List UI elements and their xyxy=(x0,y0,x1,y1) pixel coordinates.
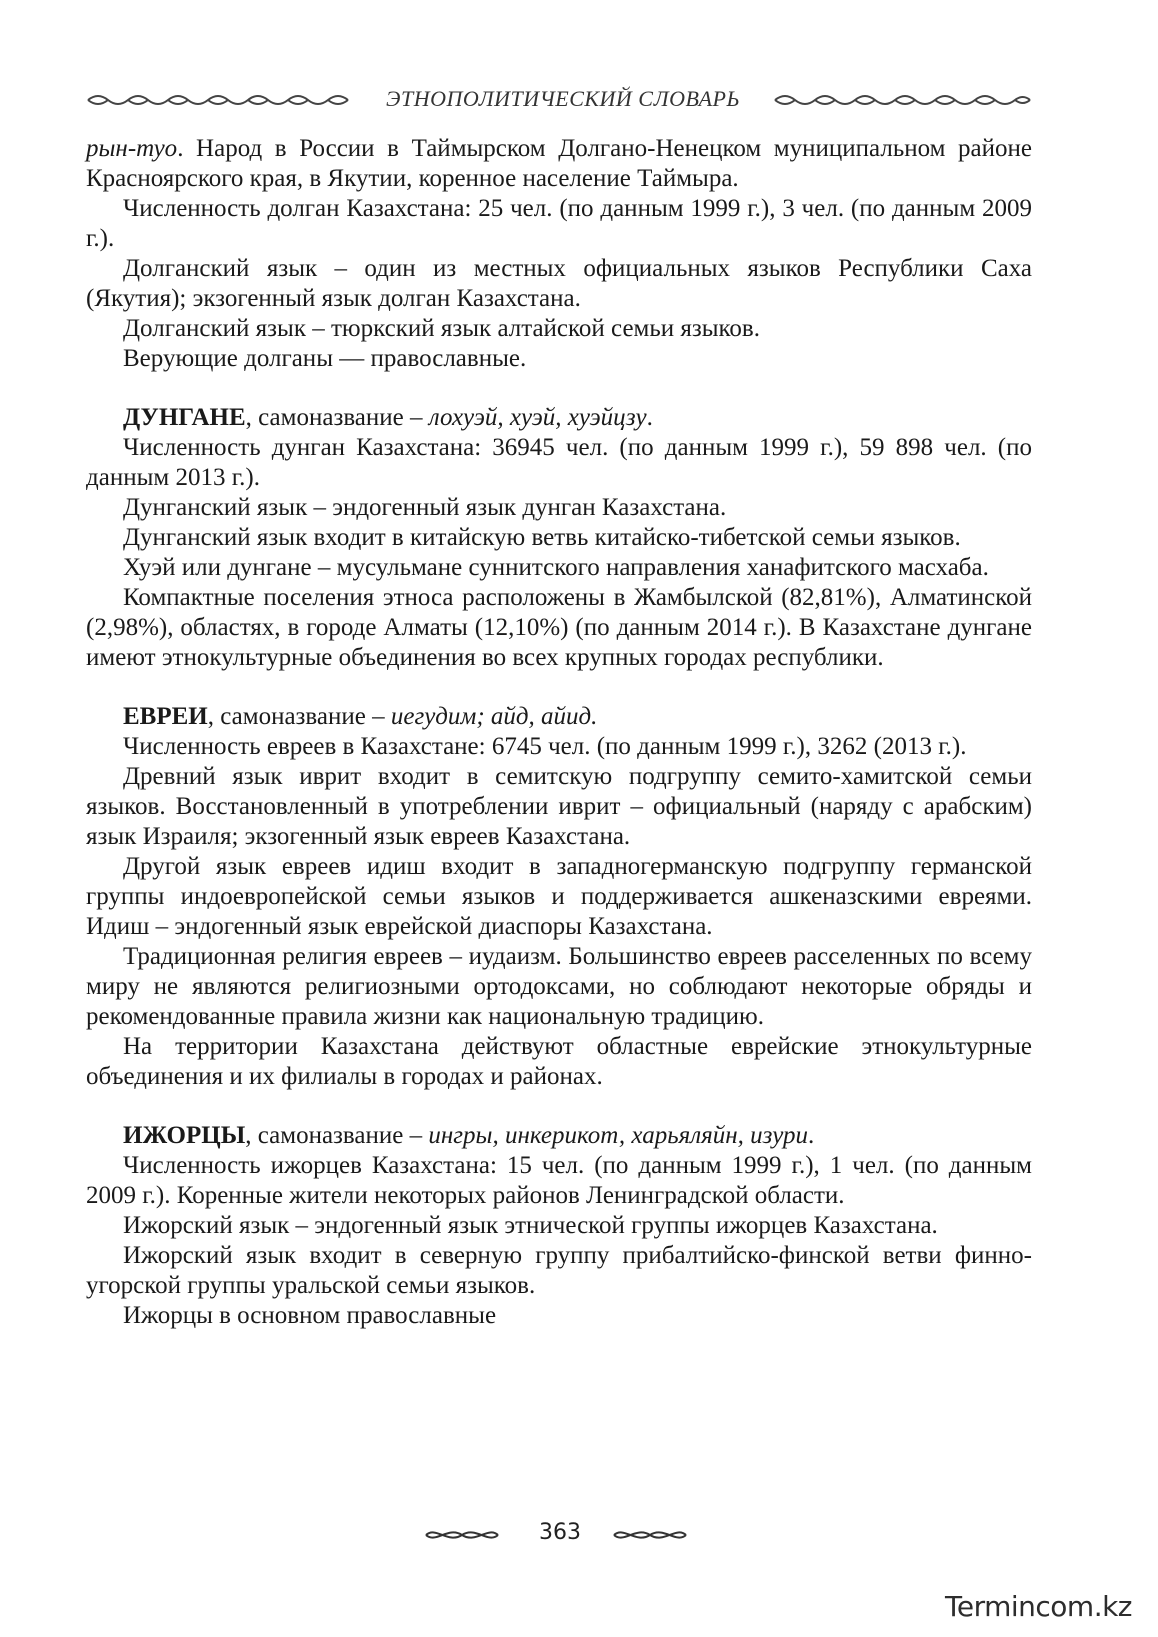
site-watermark[interactable]: Termincom.kz xyxy=(945,1590,1133,1623)
body-paragraph xyxy=(86,523,1032,553)
italic-text: ингры, инкерикот, харьяляйн, изури xyxy=(428,1122,808,1149)
italic-text: лохуэй, хуэй, хуэйцзу xyxy=(428,404,647,431)
running-header xyxy=(86,86,1032,116)
body-paragraph xyxy=(86,403,1032,433)
body-paragraph xyxy=(86,134,1032,194)
text-run: Долганский язык – тюркский язык алтайской семьи языков. xyxy=(123,315,760,342)
body-paragraph xyxy=(86,1241,1032,1301)
dictionary-body xyxy=(86,134,1032,1331)
body-paragraph xyxy=(86,194,1032,254)
text-run: Древний язык иврит входит в семитскую подгруппу семито-хамитской семьи языков. Восстановленный в употреблении иврит – официальный (наряду с арабским) язык Израиля; экзогенный язык евреев Казахстана. xyxy=(86,763,1032,850)
text-run: Численность дунган Казахстана: 36945 чел. (по данным 1999 г.), 59 898 чел. (по данным 2013 г.). xyxy=(86,434,1032,491)
footer-ornament-right-icon xyxy=(610,1524,690,1546)
italic-text: рын-туо xyxy=(86,135,178,162)
body-paragraph xyxy=(86,433,1032,493)
text-run: Ижорский язык – эндогенный язык этнической группы ижорцев Казахстана. xyxy=(123,1212,938,1239)
text-run: Традиционная религия евреев – иудаизм. Большинство евреев расселенных по всему миру не являются религиозными ортодоксами, но соблюдают некоторые обряды и рекомендованные правила жизни как национальную традицию. xyxy=(86,943,1032,1030)
text-run: Дунганский язык – эндогенный язык дунган Казахстана. xyxy=(123,494,727,521)
entry-term: ИЖОРЦЫ xyxy=(123,1122,246,1149)
text-run: Долганский язык – один из местных официальных языков Республики Саха (Якутия); экзогенный язык долган Казахстана. xyxy=(86,255,1032,312)
text-run: Дунганский язык входит в китайскую ветвь китайско-тибетской семьи языков. xyxy=(123,524,961,551)
body-paragraph xyxy=(86,583,1032,673)
text-run: На территории Казахстана действуют областные еврейские этнокультурные объединения и их филиалы в городах и районах. xyxy=(86,1033,1032,1090)
text-run: Верующие долганы — православные. xyxy=(123,345,527,372)
text-run: , самоназвание – xyxy=(245,1122,429,1149)
text-run: Компактные поселения этноса расположены в Жамбылской (82,81%), Алматинской (2,98%), областях, в городе Алматы (12,10%) (по данным 2014 г.). В Казахстане дунгане имеют этнокультурные объединения во всех крупных городах республики. xyxy=(86,584,1032,671)
italic-text: иегудим; айд, айид. xyxy=(390,703,598,730)
entry-term: ДУНГАНЕ xyxy=(123,404,246,431)
body-paragraph xyxy=(86,1032,1032,1092)
text-run: . Народ в России в Таймырском Долгано-Ненецком муниципальном районе Красноярского края, в Якутии, коренное население Таймыра. xyxy=(86,135,1032,192)
entry-gap xyxy=(86,1092,1032,1121)
text-run: , самоназвание – xyxy=(245,404,429,431)
text-run: Численность долган Казахстана: 25 чел. (по данным 1999 г.), 3 чел. (по данным 2009 г.). xyxy=(86,195,1032,252)
text-run: Численность евреев в Казахстане: 6745 чел. (по данным 1999 г.), 3262 (2013 г.). xyxy=(123,733,967,760)
ornament-right-icon xyxy=(773,92,1032,108)
body-paragraph xyxy=(86,254,1032,314)
entry-gap xyxy=(86,673,1032,702)
body-paragraph xyxy=(86,852,1032,942)
body-paragraph xyxy=(86,1151,1032,1211)
body-paragraph xyxy=(86,493,1032,523)
text-run: Другой язык евреев идиш входит в западногерманскую подгруппу германской группы индоевропейской семьи языков и поддерживается ашкеназскими евреями. Идиш – эндогенный язык еврейской диаспоры Казахстана. xyxy=(86,853,1032,940)
text-run: Ижорцы в основном православные xyxy=(123,1302,497,1329)
entry-term: ЕВРЕИ xyxy=(123,703,208,730)
body-paragraph xyxy=(86,1121,1032,1151)
footer-ornament-left-icon xyxy=(422,1524,502,1546)
body-paragraph xyxy=(86,942,1032,1032)
body-paragraph xyxy=(86,314,1032,344)
text-run: , самоназвание – xyxy=(207,703,391,730)
text-run: Хуэй или дунгане – мусульмане суннитского направления ханафитского масхаба. xyxy=(123,554,989,581)
entry-gap xyxy=(86,374,1032,403)
body-paragraph xyxy=(86,702,1032,732)
text-run: . xyxy=(807,1122,815,1149)
body-paragraph xyxy=(86,1301,1032,1331)
body-paragraph xyxy=(86,553,1032,583)
page-footer xyxy=(0,1518,1158,1552)
text-run: Ижорский язык входит в северную группу прибалтийско-финской ветви финно-угорской группы уральской семьи языков. xyxy=(86,1242,1032,1299)
text-run: Численность ижорцев Казахстана: 15 чел. (по данным 1999 г.), 1 чел. (по данным 2009 г.). Коренные жители некоторых районов Ленинградской области. xyxy=(86,1152,1032,1209)
ornament-left-icon xyxy=(86,92,351,108)
body-paragraph xyxy=(86,762,1032,852)
body-paragraph xyxy=(86,732,1032,762)
body-paragraph xyxy=(86,1211,1032,1241)
header-title: ЭТНОПОЛИТИЧЕСКИЙ СЛОВАРЬ xyxy=(386,86,740,111)
text-run: . xyxy=(646,404,653,431)
page-number: 363 xyxy=(539,1520,581,1545)
body-paragraph xyxy=(86,344,1032,374)
